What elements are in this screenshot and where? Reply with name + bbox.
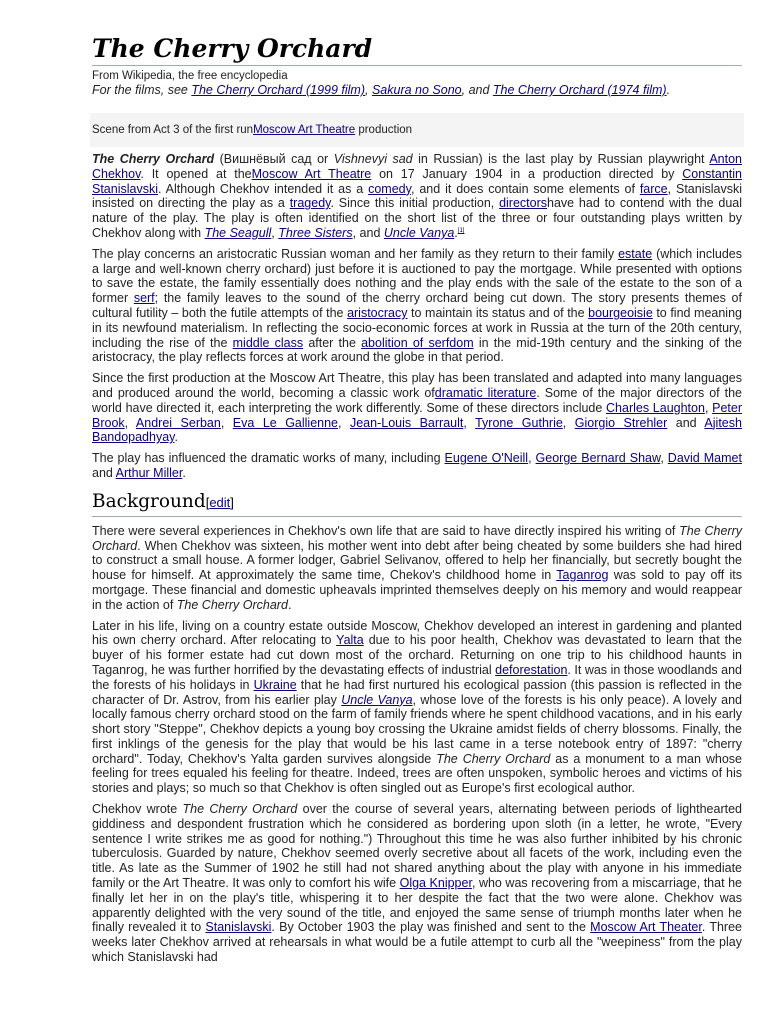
link-david-mamet[interactable]: David Mamet bbox=[667, 451, 742, 466]
link-george-bernard-shaw[interactable]: George Bernard Shaw bbox=[535, 451, 661, 466]
link-aristocracy[interactable]: aristocracy bbox=[347, 305, 408, 320]
hatnote-sep: , and bbox=[461, 83, 493, 97]
text-run: that he had first nurtured his ecological passion (this passion is reflected in the character of Dr. Astrov, from his earlier play bbox=[92, 677, 742, 707]
text-run: , and it does contain some elements of bbox=[410, 181, 640, 196]
text-run: , bbox=[124, 415, 136, 430]
text-run-italic: The Cherry Orchard bbox=[182, 802, 298, 817]
hatnote-sep: , bbox=[365, 83, 372, 97]
text-run-italic: The Cherry Orchard bbox=[436, 751, 551, 766]
link-yalta[interactable]: Yalta bbox=[336, 633, 364, 648]
edit-section bbox=[206, 495, 234, 510]
text-run: in Russian) is the last play by Russian playwright bbox=[412, 152, 710, 166]
intro-paragraph-2 bbox=[92, 247, 742, 365]
text-run: , bbox=[528, 451, 536, 466]
edit-bracket: ] bbox=[230, 494, 234, 510]
text-run: Chekhov wrote bbox=[92, 802, 183, 817]
link-jean-louis-barrault[interactable]: Jean-Louis Barrault bbox=[349, 415, 464, 430]
text-run: . bbox=[182, 465, 186, 480]
text-run: in the mid-19th century and the sinking of the aristocracy, the play reflects forces at work around the globe in that period. bbox=[92, 335, 743, 365]
intro-paragraph-3 bbox=[92, 371, 742, 445]
text-run: The play concerns an aristocratic Russian woman and her family as they return to their family bbox=[92, 246, 619, 261]
image-caption bbox=[90, 113, 744, 147]
link-ukraine[interactable]: Ukraine bbox=[253, 677, 297, 692]
text-run: , Stanislavski insisted on directing the play as a bbox=[92, 181, 742, 211]
text-run: , bbox=[562, 415, 575, 430]
link-charles-laughton[interactable]: Charles Laughton bbox=[606, 400, 705, 415]
text-run: after the bbox=[303, 335, 362, 350]
text-run-italic: Vishnevyi sad bbox=[333, 152, 413, 166]
link-taganrog[interactable]: Taganrog bbox=[556, 568, 609, 583]
text-run: . By October 1903 the play was finished and sent to the bbox=[271, 920, 591, 935]
text-run: . bbox=[174, 430, 178, 445]
text-run: . It opened at the bbox=[140, 166, 252, 181]
text-run: , bbox=[220, 415, 233, 430]
text-run-italic: The Cherry Orchard bbox=[92, 523, 742, 553]
caption-text: Scene from Act 3 of the first run bbox=[92, 124, 254, 136]
link-giorgio-strehler[interactable]: Giorgio Strehler bbox=[574, 415, 668, 430]
text-run: , bbox=[704, 400, 713, 415]
link-tyrone-guthrie[interactable]: Tyrone Guthrie bbox=[475, 415, 563, 430]
link-dramatic-literature[interactable]: dramatic literature bbox=[434, 385, 537, 400]
text-run: , bbox=[271, 225, 279, 240]
text-run: was sold to pay off its mortgage. These financial and domestic upheavals imprinted themselves deeply on his memory and would reappear in the action of bbox=[92, 568, 742, 612]
hatnote bbox=[92, 83, 742, 98]
edit-bracket: [ bbox=[205, 494, 210, 510]
link-comedy[interactable]: comedy bbox=[368, 181, 411, 196]
text-run: . Three weeks later Chekhov arrived at rehearsals in what would be a futile attempt to curb all the "weepiness" from the play which Stanislavski had bbox=[92, 920, 742, 965]
link-bourgeoisie[interactable]: bourgeoisie bbox=[588, 305, 653, 320]
link-eva-le-gallienne[interactable]: Eva Le Gallienne bbox=[232, 415, 339, 430]
link-estate[interactable]: estate bbox=[618, 246, 653, 261]
text-run: . When Chekhov was sixteen, his mother went into debt after being cheated by some builders she had hired to construct a small house. A former lodger, Gabriel Selivanov, offered to help her financially, but secretly bought the house for himself. At approximately the same time, Chekov's childhood home in bbox=[92, 538, 742, 583]
link-constantin-stanislavski[interactable]: Constantin Stanislavski bbox=[92, 166, 742, 196]
text-run: have had to contend with the dual nature of the play. The play is often identified on the short list of the three or four outstanding plays written by Chekhov along with bbox=[92, 196, 743, 240]
link-peter-brook[interactable]: Peter Brook bbox=[92, 400, 742, 430]
background-paragraph-3 bbox=[92, 802, 742, 965]
text-run: (which includes a large and well-known cherry orchard) just before it is auctioned to pay the mortgage. While presented with options to save the estate, the family essentially does nothing and the play ends with the sale of the estate to the son of a former bbox=[92, 246, 742, 306]
link-directors[interactable]: directors bbox=[499, 196, 548, 211]
background-paragraph-1 bbox=[92, 524, 742, 613]
link-uncle-vanya-2[interactable]: Uncle Vanya bbox=[341, 692, 413, 707]
section-title: Background bbox=[92, 490, 206, 512]
background-paragraph-2 bbox=[92, 619, 742, 797]
link-cherry-orchard-1974-film[interactable]: The Cherry Orchard (1974 film) bbox=[492, 83, 667, 97]
text-run: . bbox=[454, 225, 458, 240]
link-farce[interactable]: farce bbox=[639, 181, 668, 196]
link-three-sisters[interactable]: Three Sisters bbox=[278, 225, 353, 240]
text-run: Later in his life, living on a country estate outside Moscow, Chekhov developed an interest in gardening and planted his own cherry orchard. After relocating to bbox=[92, 618, 742, 648]
text-run: due to his poor health, Chekhov was devastated to learn that the buyer of his former estate had cut down most of the orchard. Returning on one trip to his childhood haunts in Taganrog, he was further horrified by the devastating effects of industrial bbox=[92, 633, 742, 677]
link-ajitesh-bandopadhyay[interactable]: Ajitesh Bandopadhyay bbox=[92, 415, 742, 445]
link-cherry-orchard-1999-film[interactable]: The Cherry Orchard (1999 film) bbox=[191, 83, 366, 97]
lead-title: The Cherry Orchard bbox=[92, 152, 215, 166]
text-run: over the course of several years, alternating between periods of lighthearted giddiness and despondent frustration which he considered as bordering upon sloth (in a letter, he wrote, "Every sentence I write strikes me as good for nothing.") Throughout this time he was also further inhibited by his chronic tuberculosis. Guarded by nature, Chekhov seemed overly secretive about all facets of the work, including even the title. As late as the Summer of 1902 he still had not shared anything about the play with anyone in his immediate family or the Art Theatre. It was only to comfort his wife bbox=[92, 802, 742, 891]
article-content bbox=[92, 34, 742, 971]
text-run: . Although Chekhov intended it as a bbox=[158, 181, 369, 196]
link-eugene-oneill[interactable]: Eugene O'Neill bbox=[444, 451, 529, 466]
link-moscow-art-theatre[interactable]: Moscow Art Theatre bbox=[251, 166, 372, 181]
link-moscow-art-theater[interactable]: Moscow Art Theater bbox=[590, 920, 702, 935]
link-the-seagull[interactable]: The Seagull bbox=[204, 225, 272, 240]
link-deforestation[interactable]: deforestation bbox=[495, 662, 568, 677]
text-run: , whose love of the forests is his only peace). A lovely and locally famous cherry orchard stood on the farm of family friends where he spent childhood vacations, and in his early short story "Steppe", Chekhov depicts a young boy crossing the Ukraine amidst fields of cherry blossoms. Finally, the first inklings of the genesis for the play that would be his last came in a terse notebook entry of 1897: "cherry orchard". Today, Chekhov's Yalta garden survives alongside bbox=[92, 692, 742, 766]
intro-paragraph-1 bbox=[92, 152, 742, 241]
caption-end: production bbox=[355, 124, 413, 136]
text-run-italic: The Cherry Orchard bbox=[176, 597, 288, 612]
text-run: , bbox=[463, 415, 476, 430]
text-run: , bbox=[660, 451, 668, 466]
link-abolition-of-serfdom[interactable]: abolition of serfdom bbox=[361, 335, 474, 350]
text-run: , bbox=[338, 415, 350, 430]
text-run: , and bbox=[352, 225, 384, 240]
text-run: on 17 January 1904 in a production directed by bbox=[371, 166, 683, 181]
text-run: to find meaning in its newfound materialism. In reflecting the socio-economic forces at work in Russia at the turn of the 20th century, including the rise of the bbox=[92, 305, 742, 350]
text-run: The play has influenced the dramatic works of many, including bbox=[92, 451, 445, 466]
page-title: The Cherry Orchard bbox=[92, 34, 742, 66]
text-run: and bbox=[667, 415, 705, 430]
text-run: . Since this initial production, bbox=[330, 196, 500, 211]
text-run: There were several experiences in Chekhov's own life that are said to have directly inspired his writing of bbox=[92, 523, 680, 538]
hatnote-prefix: For the films, see bbox=[92, 83, 192, 97]
text-run: Since the first production at the Moscow Art Theatre, this play has been translated and adapted into many languages and produced around the world, becoming a classic work of bbox=[92, 371, 742, 400]
hatnote-end: . bbox=[666, 83, 671, 97]
text-run: and bbox=[92, 465, 116, 480]
link-arthur-miller[interactable]: Arthur Miller bbox=[115, 465, 183, 480]
text-run: . Some of the major directors of the world have directed it, each interpreting the work differently. Some of these directors include bbox=[92, 385, 742, 415]
link-middle-class[interactable]: middle class bbox=[232, 335, 304, 350]
link-tragedy[interactable]: tragedy bbox=[289, 196, 331, 211]
text-run: as a monument to a man whose feeling for trees equaled his feeling for theatre. Indeed, trees are often unspoken, symbolic heroes and victims of his stories and plays; so much so that Chekhov is often singled out as Europe's first ecological author. bbox=[92, 751, 742, 796]
text-run: . It was in those woodlands and the forests of his holidays in bbox=[92, 662, 743, 692]
link-anton-chekhov[interactable]: Anton Chekhov bbox=[92, 152, 743, 181]
link-andrei-serban[interactable]: Andrei Serban bbox=[135, 415, 221, 430]
link-moscow-art-theatre-caption[interactable]: Moscow Art Theatre bbox=[253, 124, 356, 136]
text-run: , who was recovering from a miscarriage, that he finally let her in on the play's title, whispering it to her despite the fact that the two were alone. Chekhov was apparently delighted with the very sound of the title, and enjoyed the same sense of triumph months later when he finally revealed it to bbox=[92, 876, 742, 935]
site-tagline: From Wikipedia, the free encyclopedia bbox=[92, 70, 288, 82]
link-sakura-no-sono[interactable]: Sakura no Sono bbox=[371, 83, 462, 97]
link-serf[interactable]: serf bbox=[133, 291, 155, 306]
edit-link[interactable]: edit bbox=[209, 494, 231, 510]
link-olga-knipper[interactable]: Olga Knipper bbox=[399, 876, 472, 891]
link-uncle-vanya[interactable]: Uncle Vanya bbox=[383, 225, 455, 240]
text-run: ; the family leaves to the sound of the cherry orchard being cut down. The story presents themes of cultural futility – both the futile attempts of the bbox=[92, 291, 742, 320]
section-heading-background bbox=[92, 491, 742, 517]
link-stanislavski[interactable]: Stanislavski bbox=[205, 920, 272, 935]
text-run: to maintain its status and of the bbox=[407, 305, 589, 320]
intro-paragraph-4 bbox=[92, 451, 742, 481]
citation-ref-1[interactable]: [1] bbox=[457, 227, 465, 234]
text-run: . bbox=[287, 597, 292, 612]
text-run: (Вишнёвый сад or bbox=[214, 152, 334, 166]
